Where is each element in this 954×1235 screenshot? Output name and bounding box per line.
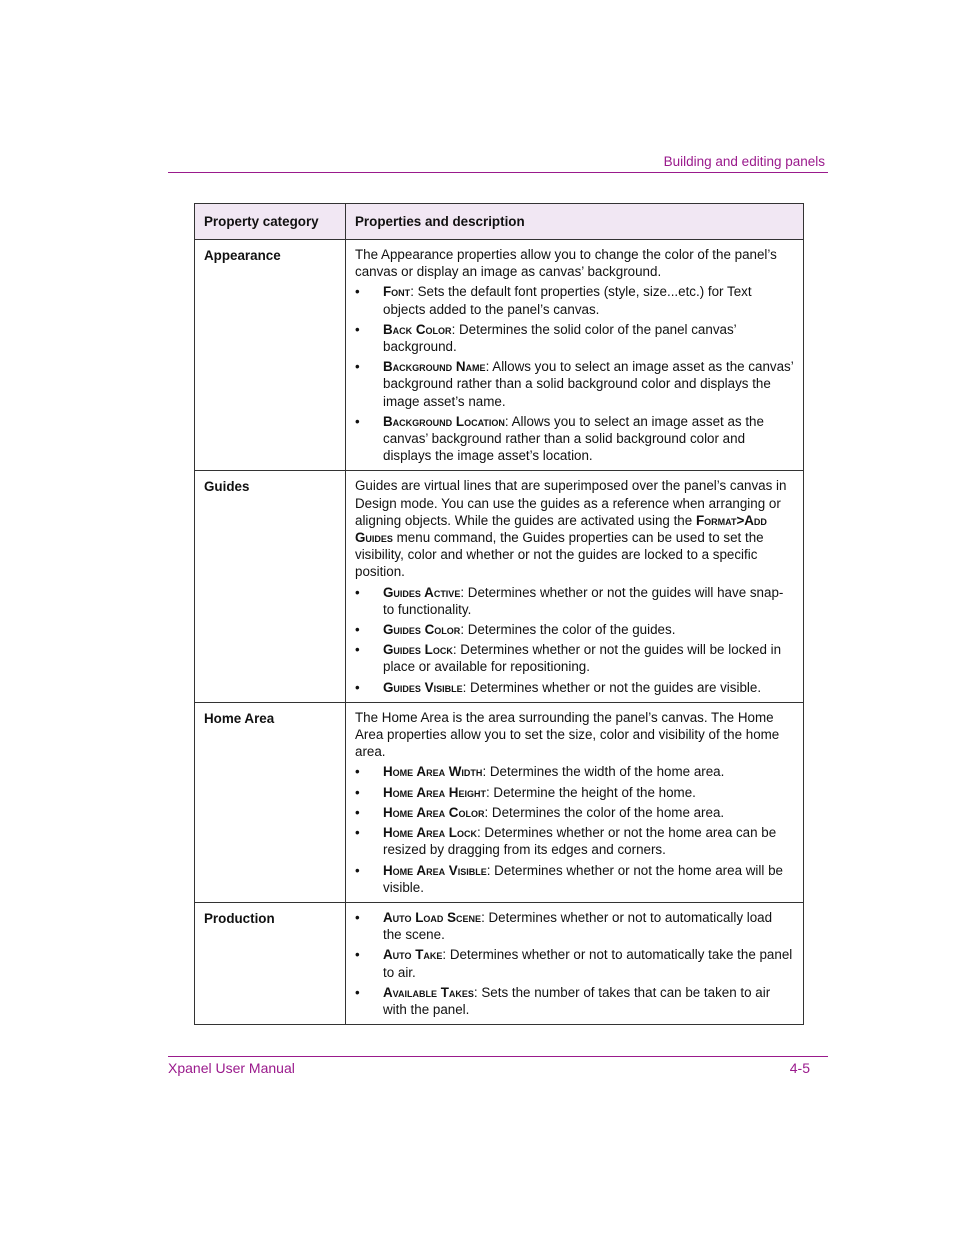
- list-item: [355, 763, 794, 780]
- description-intro: [355, 709, 794, 761]
- text-run: : Determine the height of the home.: [485, 784, 696, 800]
- property-category: Guides: [195, 471, 346, 702]
- property-name: Back Color: [383, 321, 452, 337]
- text-run: : Determines the color of the guides.: [460, 622, 676, 638]
- property-name: Auto Take: [383, 947, 443, 963]
- list-item: [355, 946, 794, 980]
- property-description: [346, 702, 804, 902]
- property-list: [355, 283, 794, 464]
- property-name: Guides Color: [383, 622, 461, 638]
- list-item: [355, 679, 794, 696]
- text-run: : Determines the color of the home area.: [484, 804, 725, 820]
- list-item: [355, 321, 794, 355]
- text-run: : Determines whether or not the home area will be visible.: [383, 862, 783, 895]
- text-run: : Determines whether or not the home area can be resized by dragging from its edges and corners.: [383, 825, 777, 858]
- running-footer: [168, 1056, 828, 1076]
- list-item: [355, 909, 794, 943]
- property-list: [355, 909, 794, 1018]
- list-item: [355, 862, 794, 896]
- list-item: [355, 984, 794, 1018]
- property-description: [346, 471, 804, 702]
- text-run: : Determines whether or not to automatically load the scene.: [383, 909, 773, 943]
- text-run: : Determines the width of the home area.: [482, 764, 725, 780]
- list-item: [355, 584, 794, 618]
- list-item: [355, 804, 794, 821]
- list-item: [355, 784, 794, 801]
- text-run: : Determines whether or not the guides will have snap-to functionality.: [383, 584, 784, 617]
- text-run: : Sets the number of takes that can be taken to air with the panel.: [383, 984, 771, 1017]
- property-name: Home Area Visible: [383, 862, 487, 878]
- list-item: [355, 413, 794, 465]
- list-item: [355, 358, 794, 410]
- property-name: Home Area Height: [383, 784, 486, 800]
- list-item: [355, 621, 794, 638]
- property-name: Auto Load Scene: [383, 909, 482, 925]
- text-run: : Allows you to select an image asset as the canvas’ background rather than a solid background color and displays the image asset’s name.: [383, 359, 794, 409]
- description-intro: [355, 477, 794, 580]
- text-run: : Sets the default font properties (style, size...etc.) for Text objects added to the panel’s canvas.: [383, 284, 752, 317]
- text-run: : Determines whether or not to automatically take the panel to air.: [383, 947, 793, 980]
- text-run: The Home Area is the area surrounding the panel’s canvas. The Home Area properties allow you to set the size, color and visibility of the home area.: [355, 709, 780, 760]
- text-run: : Determines whether or not the guides will be locked in place or available for repositioning.: [383, 642, 782, 675]
- list-item: [355, 641, 794, 675]
- properties-table: [194, 203, 804, 1025]
- manual-title: Xpanel User Manual: [168, 1060, 295, 1076]
- text-run: : Allows you to select an image asset as the canvas’ background rather than a solid background color and displays the image asset’s location.: [383, 413, 764, 464]
- property-category: Production: [195, 902, 346, 1024]
- column-header-description: Properties and description: [346, 204, 804, 240]
- text-run: : Determines the solid color of the panel canvas’ background.: [383, 321, 737, 355]
- description-intro: [355, 246, 794, 280]
- text-run: Guides are virtual lines that are superimposed over the panel’s canvas in Design mode. You can use the guides as a reference when arranging or aligning objects. While the guides are activated using the: [355, 478, 787, 528]
- property-description: [346, 902, 804, 1024]
- text-run: menu command, the Guides properties can be used to set the visibility, color and whether or not the guides are locked to a specific position.: [355, 530, 764, 580]
- text-run: The Appearance properties allow you to change the color of the panel’s canvas or display an image as canvas’ background.: [355, 247, 777, 280]
- property-category: Appearance: [195, 240, 346, 471]
- table-row: [195, 702, 804, 902]
- list-item: [355, 824, 794, 858]
- table-row: [195, 240, 804, 471]
- property-name: Available Takes: [383, 984, 474, 1000]
- property-name: Home Area Lock: [383, 825, 477, 841]
- property-name: Guides Active: [383, 584, 461, 600]
- page-number: 4-5: [789, 1060, 810, 1076]
- section-title: Building and editing panels: [663, 154, 825, 169]
- property-name: Home Area Width: [383, 764, 483, 780]
- property-name: Font: [383, 284, 411, 300]
- property-list: [355, 584, 794, 696]
- property-name: Background Location: [383, 413, 505, 429]
- list-item: [355, 283, 794, 317]
- property-name: Guides Visible: [383, 679, 463, 695]
- property-description: [346, 240, 804, 471]
- property-name: Background Name: [383, 359, 486, 375]
- table-header-row: [195, 204, 804, 240]
- column-header-category: Property category: [195, 204, 346, 240]
- table-row: [195, 902, 804, 1024]
- property-name: Format>Add Guides: [355, 512, 767, 546]
- table-body: [195, 240, 804, 1025]
- table-row: [195, 471, 804, 702]
- property-category: Home Area: [195, 702, 346, 902]
- property-name: Home Area Color: [383, 804, 485, 820]
- running-header: [168, 153, 828, 173]
- property-name: Guides Lock: [383, 642, 453, 658]
- property-list: [355, 763, 794, 895]
- text-run: : Determines whether or not the guides are visible.: [462, 679, 762, 695]
